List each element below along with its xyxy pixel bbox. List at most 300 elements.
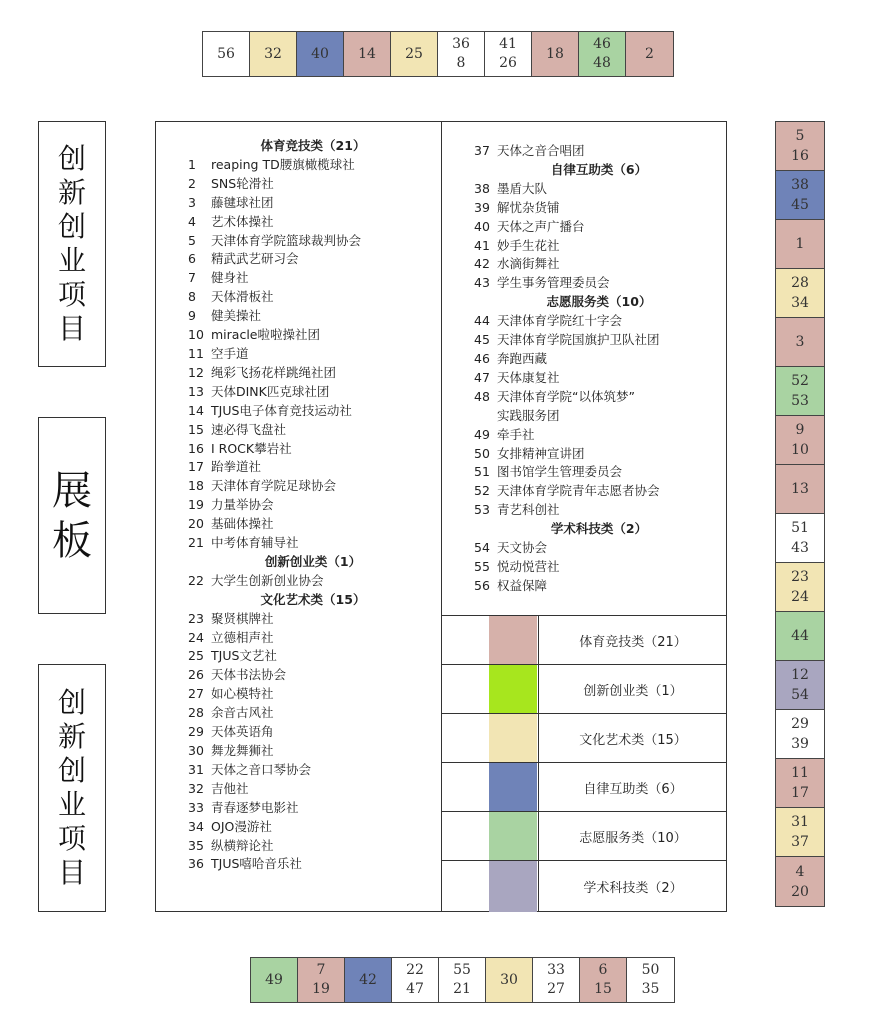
club-name: 立德相声社 [211, 629, 274, 645]
booth-number: 43 [791, 540, 809, 556]
club-number: 56 [474, 577, 490, 593]
club-name: 天体之音合唱团 [497, 143, 585, 158]
club-list-item [188, 326, 438, 345]
side-box-char: 项 [57, 822, 86, 855]
side-box-display-board [38, 417, 106, 614]
booth-cell [250, 32, 297, 76]
club-list-item [188, 799, 438, 818]
booth-number: 19 [312, 981, 330, 997]
club-name: 青艺科创社 [497, 502, 560, 518]
booth-cell [251, 958, 298, 1002]
club-name: 天文协会 [497, 540, 548, 556]
club-list-item [474, 482, 724, 501]
club-list-item [188, 610, 438, 629]
club-name: TJUS电子体育竞技运动社 [211, 402, 352, 418]
club-number: 36 [188, 856, 204, 872]
club-number: 37 [474, 143, 490, 158]
bottom-booth-strip [250, 957, 675, 1003]
club-list-item [188, 761, 438, 780]
booth-number: 52 [791, 373, 809, 389]
club-number: 43 [474, 275, 490, 291]
club-name: 精武武艺研习会 [211, 251, 299, 267]
booth-number: 10 [791, 442, 809, 458]
club-number: 34 [188, 818, 204, 834]
club-name: 天体DINK匹克球社团 [211, 383, 330, 399]
category-heading: 自律互助类（6） [550, 161, 648, 177]
category-heading: 创新创业类（1） [264, 553, 362, 569]
club-list-left-column [188, 137, 438, 874]
club-name: TJUS嘻哈音乐社 [211, 856, 302, 872]
club-number: 55 [474, 558, 490, 574]
club-name: 中考体育辅导社 [211, 535, 299, 551]
club-name: 天津体育学院篮球裁判协会 [211, 232, 362, 248]
legend-swatch [489, 616, 537, 664]
booth-cell [776, 563, 824, 612]
category-heading: 体育竞技类（21） [260, 138, 366, 153]
club-name: I ROCK攀岩社 [211, 440, 292, 456]
booth-number: 34 [791, 295, 809, 311]
booth-number: 2 [645, 45, 654, 62]
club-name: 纵横辩论社 [211, 837, 274, 853]
booth-number: 49 [265, 971, 283, 988]
club-name: SNS轮滑社 [211, 175, 274, 191]
club-list-item [474, 312, 724, 331]
side-box-char: 展 [52, 467, 92, 514]
club-name: 女排精神宣讲团 [497, 445, 585, 461]
booth-number: 25 [405, 45, 423, 62]
club-list-item [188, 855, 438, 874]
club-number: 27 [188, 686, 204, 702]
booth-number: 23 [791, 569, 809, 585]
club-name: 妙手生花社 [497, 237, 560, 253]
club-list-item [474, 350, 724, 369]
club-number: 3 [188, 194, 196, 210]
club-list-item [474, 407, 724, 426]
club-name: miracle啦啦操社团 [211, 327, 320, 343]
club-number: 7 [188, 270, 196, 286]
club-list-item [188, 269, 438, 288]
club-name: 艺术体操社 [211, 213, 274, 229]
booth-cell [627, 958, 674, 1002]
club-list-item [188, 685, 438, 704]
club-number: 25 [188, 648, 204, 664]
club-name: 绳彩飞扬花样跳绳社团 [211, 364, 337, 380]
booth-number: 31 [791, 814, 809, 830]
club-name: 天体英语角 [211, 724, 274, 740]
club-list-item [188, 213, 438, 232]
booth-number: 9 [795, 422, 805, 438]
booth-number: 54 [791, 687, 809, 703]
club-name: reaping TD腰旗橄榄球社 [211, 156, 355, 172]
legend-row [442, 763, 727, 812]
club-name: 水滴街舞社 [497, 256, 560, 272]
booth-number: 37 [791, 834, 809, 850]
side-box-char: 创 [57, 142, 86, 175]
club-name: 健身社 [211, 270, 249, 286]
booth-cell [776, 367, 824, 416]
legend-label: 自律互助类（6） [538, 763, 727, 811]
booth-number: 40 [311, 45, 329, 62]
club-number: 12 [188, 364, 204, 380]
club-name: 天津体育学院“以体筑梦” [497, 388, 635, 404]
club-list-right-column [474, 142, 724, 596]
club-number: 18 [188, 478, 204, 494]
club-list-item [188, 818, 438, 837]
club-name: 天津体育学院红十字会 [497, 313, 623, 329]
booth-cell [626, 32, 673, 76]
legend-swatch [489, 665, 537, 713]
booth-number: 51 [791, 520, 809, 536]
club-name: 如心模特社 [211, 686, 274, 702]
side-box-innovation-bottom [38, 664, 106, 912]
category-legend [442, 615, 727, 912]
club-name: 天体书法协会 [211, 667, 287, 683]
club-list-item [474, 463, 724, 482]
club-list-item [188, 175, 438, 194]
booth-cell [438, 32, 485, 76]
club-number: 22 [188, 572, 204, 588]
club-name: 天津体育学院国旗护卫队社团 [497, 332, 660, 348]
club-list-item [474, 577, 724, 596]
booth-number: 36 [452, 36, 470, 52]
club-name: 学生事务管理委员会 [497, 275, 610, 291]
club-number: 19 [188, 497, 204, 513]
club-list-item [188, 704, 438, 723]
booth-number: 45 [791, 197, 809, 213]
club-list-item [188, 156, 438, 175]
club-name: 图书馆学生管理委员会 [497, 464, 623, 480]
club-name: 力量举协会 [211, 497, 274, 513]
side-box-char: 目 [57, 312, 86, 345]
legend-label: 体育竞技类（21） [538, 616, 727, 664]
club-name: 跆拳道社 [211, 459, 262, 475]
booth-cell [776, 122, 824, 171]
category-heading: 学术科技类（2） [550, 521, 648, 537]
booth-number: 46 [593, 36, 611, 52]
club-list-item [474, 501, 724, 520]
club-number: 32 [188, 780, 204, 796]
club-number: 50 [474, 445, 490, 461]
club-number: 28 [188, 705, 204, 721]
club-list-item [188, 383, 438, 402]
side-box-char: 目 [57, 856, 86, 889]
side-box-char: 业 [57, 244, 86, 277]
club-name: 天体康复社 [497, 369, 560, 385]
booth-cell [298, 958, 345, 1002]
club-list-item [188, 402, 438, 421]
club-number: 54 [474, 540, 490, 556]
club-name: 大学生创新创业协会 [211, 572, 324, 588]
legend-swatch [489, 714, 537, 762]
club-number: 2 [188, 175, 196, 191]
club-number: 13 [188, 383, 204, 399]
club-list-item [188, 250, 438, 269]
booth-number: 39 [791, 736, 809, 752]
booth-cell [344, 32, 391, 76]
club-list-item [188, 496, 438, 515]
booth-cell [776, 661, 824, 710]
club-list-item [474, 255, 724, 274]
booth-number: 47 [406, 981, 424, 997]
legend-label: 文化艺术类（15） [538, 714, 727, 762]
club-name: 墨盾大队 [497, 180, 548, 196]
booth-number: 56 [217, 45, 235, 62]
club-number: 15 [188, 421, 204, 437]
club-number: 16 [188, 440, 204, 456]
booth-number: 38 [791, 177, 809, 193]
booth-number: 26 [499, 55, 517, 71]
booth-number: 8 [456, 55, 466, 71]
club-name: 悦动悦营社 [497, 558, 560, 574]
booth-cell [345, 958, 392, 1002]
club-name: 权益保障 [497, 577, 548, 593]
club-name: 实践服务团 [497, 407, 560, 423]
club-name: 天体之声广播台 [497, 218, 585, 234]
club-name: OJO漫游社 [211, 818, 272, 834]
side-box-char: 业 [57, 788, 86, 821]
club-list-item [188, 288, 438, 307]
booth-number: 55 [453, 962, 471, 978]
club-list-item [188, 477, 438, 496]
club-list-item [188, 723, 438, 742]
club-number: 30 [188, 743, 204, 758]
booth-number: 21 [453, 981, 471, 997]
booth-number: 28 [791, 275, 809, 291]
top-booth-strip [202, 31, 674, 77]
club-name: 吉他社 [211, 780, 249, 796]
club-number: 47 [474, 369, 490, 385]
booth-number: 20 [791, 883, 809, 900]
right-booth-strip [775, 121, 825, 907]
club-number: 17 [188, 459, 204, 475]
club-list-item [188, 534, 438, 553]
club-name: 解忧杂货铺 [497, 199, 560, 215]
booth-number: 11 [791, 765, 809, 781]
club-number: 23 [188, 610, 204, 626]
club-number: 10 [188, 327, 204, 343]
legend-label: 志愿服务类（10） [538, 812, 727, 860]
legend-row [442, 665, 727, 714]
club-name: 牵手社 [497, 426, 535, 442]
club-name: 天体滑板社 [211, 289, 274, 305]
booth-cell [579, 32, 626, 76]
club-list-item [474, 558, 724, 577]
booth-number: 1 [795, 236, 805, 252]
club-list-item [188, 666, 438, 685]
club-name: 舞龙舞狮社 [211, 743, 274, 758]
club-list-item [474, 388, 724, 407]
club-number: 40 [474, 218, 490, 234]
booth-number: 42 [359, 971, 377, 988]
booth-number: 24 [791, 589, 809, 605]
club-name: 空手道 [211, 345, 249, 361]
booth-number: 22 [406, 962, 424, 978]
side-box-innovation-top [38, 121, 106, 367]
club-number: 41 [474, 237, 490, 253]
club-number: 21 [188, 535, 204, 551]
booth-number: 3 [795, 334, 805, 350]
club-list-item [188, 837, 438, 856]
club-list-item [188, 458, 438, 477]
club-number: 31 [188, 761, 204, 777]
legend-row [442, 861, 727, 912]
booth-number: 15 [594, 981, 612, 997]
club-list-item [188, 629, 438, 648]
club-number: 9 [188, 308, 196, 324]
club-list-item [474, 369, 724, 388]
club-name: 天津体育学院青年志愿者协会 [497, 483, 660, 499]
legend-swatch [489, 763, 537, 811]
club-number: 6 [188, 251, 196, 267]
club-number: 33 [188, 799, 204, 815]
side-box-char: 创 [57, 686, 86, 719]
legend-row [442, 616, 727, 665]
booth-number: 30 [500, 971, 518, 988]
club-number: 1 [188, 156, 196, 172]
club-list-item [474, 331, 724, 350]
club-list-item [188, 742, 438, 761]
booth-number: 33 [547, 962, 565, 978]
club-name: 青春逐梦电影社 [211, 799, 299, 815]
club-list-item [474, 426, 724, 445]
club-number: 52 [474, 483, 490, 499]
booth-cell [776, 857, 824, 906]
booth-cell [203, 32, 250, 76]
club-number: 45 [474, 332, 490, 348]
booth-cell [776, 269, 824, 318]
club-list-item [474, 445, 724, 464]
club-name: 天体之音口琴协会 [211, 761, 312, 777]
club-list-item [188, 307, 438, 326]
booth-cell [776, 710, 824, 759]
booth-cell [776, 171, 824, 220]
booth-number: 12 [791, 667, 809, 683]
club-number: 8 [188, 289, 196, 305]
club-list-item [188, 421, 438, 440]
category-heading: 文化艺术类（15） [260, 591, 366, 607]
legend-swatch [489, 812, 537, 860]
booth-cell [776, 514, 824, 563]
club-number: 24 [188, 629, 204, 645]
booth-cell [391, 32, 438, 76]
side-box-char: 创 [57, 754, 86, 787]
club-list-item [188, 440, 438, 459]
side-box-char: 新 [57, 720, 86, 753]
side-box-char: 创 [57, 210, 86, 243]
category-heading: 志愿服务类（10） [546, 294, 652, 310]
booth-cell [392, 958, 439, 1002]
booth-number: 35 [641, 981, 660, 997]
booth-number: 32 [264, 45, 282, 62]
booth-cell [297, 32, 344, 76]
booth-cell [776, 612, 824, 661]
club-number: 35 [188, 837, 204, 853]
legend-swatch [489, 861, 537, 912]
club-number: 51 [474, 464, 490, 480]
club-number: 4 [188, 213, 196, 229]
booth-number: 50 [641, 962, 660, 978]
booth-number: 4 [795, 863, 805, 880]
booth-number: 53 [791, 393, 809, 409]
club-list-item [188, 572, 438, 591]
club-list-item [474, 180, 724, 199]
club-number: 14 [188, 402, 204, 418]
booth-number: 29 [791, 716, 809, 732]
club-number: 53 [474, 502, 490, 518]
club-list-item [474, 237, 724, 256]
booth-number: 17 [791, 785, 809, 801]
club-number: 5 [188, 232, 196, 248]
club-list-item [474, 274, 724, 293]
club-name: 速必得飞盘社 [211, 421, 287, 437]
club-number: 42 [474, 256, 490, 272]
booth-number: 44 [791, 628, 809, 644]
booth-number: 5 [795, 128, 805, 144]
club-name: 余音古风社 [211, 705, 274, 721]
booth-number: 14 [358, 45, 376, 62]
booth-number: 13 [791, 481, 809, 497]
booth-number: 27 [547, 981, 565, 997]
club-list-item [474, 142, 724, 161]
club-list-item [188, 232, 438, 251]
side-box-char: 项 [57, 278, 86, 311]
booth-number: 48 [593, 55, 611, 71]
booth-cell [776, 808, 824, 857]
club-name: TJUS文艺社 [211, 648, 277, 664]
club-list-panel [155, 121, 727, 912]
booth-number: 7 [316, 962, 326, 978]
club-name: 基础体操社 [211, 516, 274, 532]
club-name: 藤毽球社团 [211, 194, 274, 210]
booth-cell [439, 958, 486, 1002]
booth-cell [776, 220, 824, 269]
club-list-item [188, 515, 438, 534]
booth-cell [485, 32, 532, 76]
booth-cell [776, 318, 824, 367]
legend-label: 创新创业类（1） [538, 665, 727, 713]
club-name: 奔跑西藏 [497, 350, 548, 366]
club-name: 健美操社 [211, 308, 262, 324]
legend-row [442, 714, 727, 763]
club-number: 26 [188, 667, 204, 683]
club-number: 49 [474, 426, 490, 442]
booth-cell [532, 32, 579, 76]
club-list-item [188, 780, 438, 799]
club-list-item [474, 539, 724, 558]
club-number [474, 407, 497, 426]
club-name: 天津体育学院足球协会 [211, 478, 337, 494]
booth-cell [580, 958, 627, 1002]
booth-cell [776, 759, 824, 808]
club-number: 44 [474, 313, 490, 329]
booth-number: 18 [546, 45, 564, 62]
club-number: 29 [188, 724, 204, 740]
booth-cell [776, 465, 824, 514]
club-number: 39 [474, 199, 490, 215]
club-list-item [188, 364, 438, 383]
booth-cell [776, 416, 824, 465]
club-number: 48 [474, 388, 490, 404]
legend-label: 学术科技类（2） [538, 861, 727, 912]
booth-number: 16 [791, 148, 809, 164]
club-list-item [188, 345, 438, 364]
club-number: 11 [188, 345, 204, 361]
club-list-item [474, 199, 724, 218]
club-number: 20 [188, 516, 204, 532]
club-number: 46 [474, 350, 490, 366]
side-box-char: 板 [52, 517, 92, 564]
club-number: 38 [474, 180, 490, 196]
